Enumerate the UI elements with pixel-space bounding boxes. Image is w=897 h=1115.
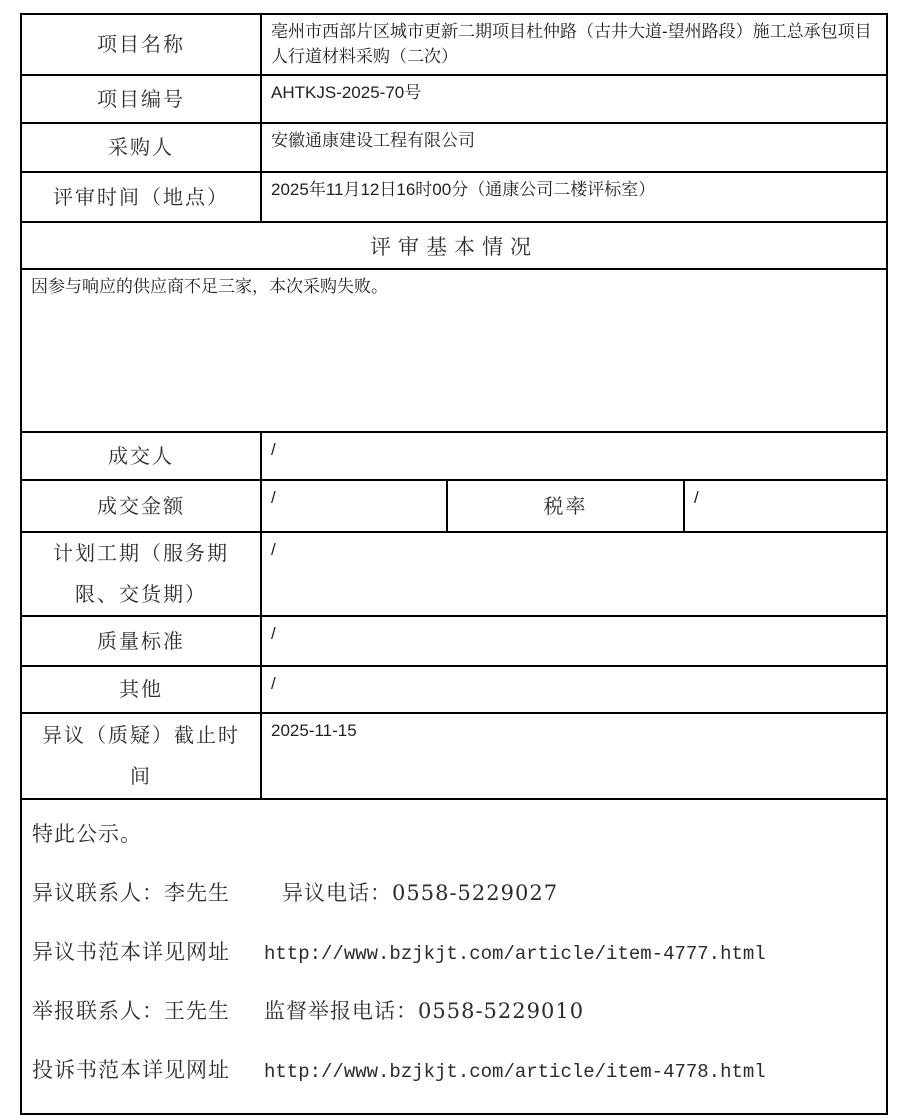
objection-template-url: http://www.bzjkjt.com/article/item-4777.html: [264, 943, 766, 966]
other-value: /: [261, 666, 887, 713]
review-announcement-table: [20, 13, 888, 1115]
review-time-value: 2025年11月12日16时00分（通康公司二楼评标室）: [261, 172, 887, 222]
row-footer: [21, 799, 887, 1114]
row-amount-tax: [21, 480, 887, 532]
footer-line-objection-template: [32, 936, 876, 966]
row-winner: [21, 432, 887, 480]
objection-deadline-label: 异议（质疑）截止时间: [21, 713, 261, 799]
footer-line-report-contact: [32, 995, 876, 1025]
row-purchaser: [21, 123, 887, 172]
objection-contact-text: 异议联系人：李先生: [32, 881, 230, 906]
row-project-name: [21, 14, 887, 75]
objection-template-label: 异议书范本详见网址: [32, 940, 230, 965]
project-number-label: 项目编号: [21, 75, 261, 123]
objection-deadline-value: 2025-11-15: [261, 713, 887, 799]
amount-value: /: [261, 480, 447, 532]
project-name-value: 亳州市西部片区城市更新二期项目杜仲路（古井大道-望州路段）施工总承包项目人行道材料采购（二次）: [261, 14, 887, 75]
quality-standard-value: /: [261, 616, 887, 666]
row-project-number: [21, 75, 887, 123]
row-section-header: [21, 222, 887, 269]
winner-label: 成交人: [21, 432, 261, 480]
tax-rate-label: 税率: [447, 480, 684, 532]
row-review-summary: [21, 269, 887, 432]
plan-period-value: /: [261, 532, 887, 616]
complaint-template-label: 投诉书范本详见网址: [32, 1058, 230, 1083]
row-plan-period: [21, 532, 887, 616]
project-number-value: AHTKJS-2025-70号: [261, 75, 887, 123]
report-contact-text: 举报联系人：王先生: [32, 999, 230, 1024]
row-review-time: [21, 172, 887, 222]
row-other: [21, 666, 887, 713]
objection-phone-text: 异议电话：0558-5229027: [282, 881, 559, 906]
row-objection-deadline: [21, 713, 887, 799]
report-phone-text: 监督举报电话：0558-5229010: [264, 999, 585, 1024]
footer-block: [21, 799, 887, 1114]
plan-period-label: 计划工期（服务期限、交货期）: [21, 532, 261, 616]
purchaser-value: 安徽通康建设工程有限公司: [261, 123, 887, 172]
announcement-text: 特此公示。: [32, 822, 142, 847]
other-label: 其他: [21, 666, 261, 713]
amount-label: 成交金额: [21, 480, 261, 532]
review-time-label: 评审时间（地点）: [21, 172, 261, 222]
quality-standard-label: 质量标准: [21, 616, 261, 666]
project-name-label: 项目名称: [21, 14, 261, 75]
footer-line-objection-contact: [32, 877, 876, 907]
complaint-template-url: http://www.bzjkjt.com/article/item-4778.html: [264, 1061, 766, 1084]
purchaser-label: 采购人: [21, 123, 261, 172]
footer-line-complaint-template: [32, 1054, 876, 1084]
section-header-review-basic-info: 评审基本情况: [21, 222, 887, 269]
tax-rate-value: /: [684, 480, 887, 532]
review-summary-text: 因参与响应的供应商不足三家，本次采购失败。: [21, 269, 887, 432]
row-quality-standard: [21, 616, 887, 666]
winner-value: /: [261, 432, 887, 480]
